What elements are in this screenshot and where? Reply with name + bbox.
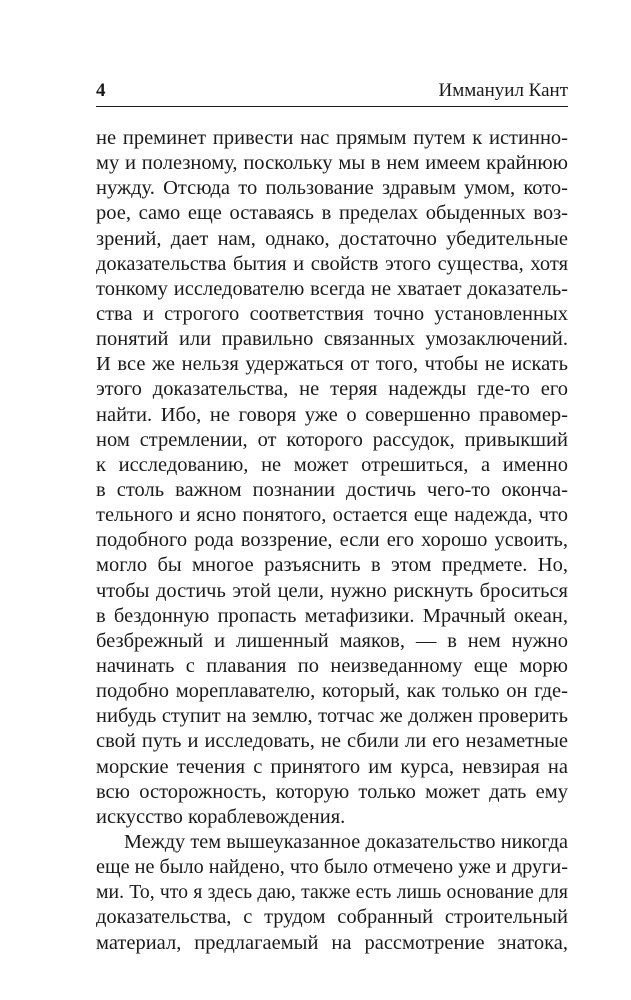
text-line: этого доказательства, не теряя надежды где-то его bbox=[96, 378, 568, 401]
body-text bbox=[96, 126, 568, 956]
text-line: подобно мореплавателю, который, как только он где- bbox=[96, 680, 568, 703]
running-title: Иммануил Кант bbox=[438, 80, 568, 101]
text-line: нибудь ступит на землю, тотчас же должен проверить bbox=[96, 705, 568, 728]
paragraph-2 bbox=[96, 830, 568, 956]
text-line: му и полезному, поскольку мы в нем имеем крайнюю bbox=[96, 152, 568, 175]
text-line: Между тем вышеуказанное доказательство никогда bbox=[124, 830, 568, 853]
text-line: найти. Ибо, не говоря уже о совершенно правомер- bbox=[96, 403, 568, 426]
text-line: подобного рода воззрение, если его хорошо усвоить, bbox=[96, 529, 568, 552]
text-line: в столь важном познании достичь чего-то оконча- bbox=[96, 478, 568, 501]
text-line: начинать с плавания по неизведанному еще морю bbox=[96, 654, 568, 677]
running-head bbox=[96, 76, 568, 107]
text-line: искусство кораблевождения. bbox=[96, 805, 346, 828]
text-line: ства и строгого соответствия точно установленных bbox=[96, 302, 568, 325]
text-line: всю осторожность, которую только может дать ему bbox=[96, 780, 568, 803]
text-line: тонкому исследователю всегда не хватает доказатель- bbox=[96, 277, 568, 300]
text-line: чтобы достичь этой цели, нужно рискнуть броситься bbox=[96, 579, 568, 602]
paragraph-1 bbox=[96, 126, 568, 830]
text-line: понятий или правильно связанных умозаключений. bbox=[96, 328, 568, 351]
text-line: свой путь и исследовать, не сбили ли его незаметные bbox=[96, 730, 568, 753]
text-line: безбрежный и лишенный маяков, — в нем нужно bbox=[96, 629, 568, 652]
text-line: еще не было найдено, что было отмечено уже и други- bbox=[96, 856, 568, 879]
text-line: И все же нельзя удержаться от того, чтобы не искать bbox=[96, 353, 568, 376]
text-line: нужду. Отсюда то пользование здравым умом, кото- bbox=[96, 177, 568, 200]
text-line: ном стремлении, от которого рассудок, привыкший bbox=[96, 428, 568, 451]
text-line: материал, предлагаемый на рассмотрение знатока, bbox=[96, 931, 568, 954]
text-line: морские течения с принятого им курса, невзирая на bbox=[96, 755, 568, 778]
text-line: рое, само еще оставаясь в пределах обыденных воз- bbox=[96, 202, 568, 225]
text-line: ми. То, что я здесь даю, также есть лишь основание для bbox=[96, 881, 568, 904]
text-line: в бездонную пропасть метафизики. Мрачный океан, bbox=[96, 604, 568, 627]
page-number: 4 bbox=[96, 80, 106, 101]
text-line: тельного и ясно понятого, остается еще надежда, что bbox=[96, 504, 568, 527]
text-line: доказательства бытия и свойств этого существа, хотя bbox=[96, 252, 568, 275]
text-line: не преминет привести нас прямым путем к истинно- bbox=[96, 127, 568, 149]
text-line: к исследованию, не может отрешиться, а именно bbox=[96, 453, 568, 476]
text-line: зрений, дает нам, однако, достаточно убедительные bbox=[96, 227, 568, 250]
text-line: доказательства, с трудом собранный строительный bbox=[96, 906, 568, 929]
text-line: могло бы многое разъяснить в этом предмете. Но, bbox=[96, 554, 568, 577]
